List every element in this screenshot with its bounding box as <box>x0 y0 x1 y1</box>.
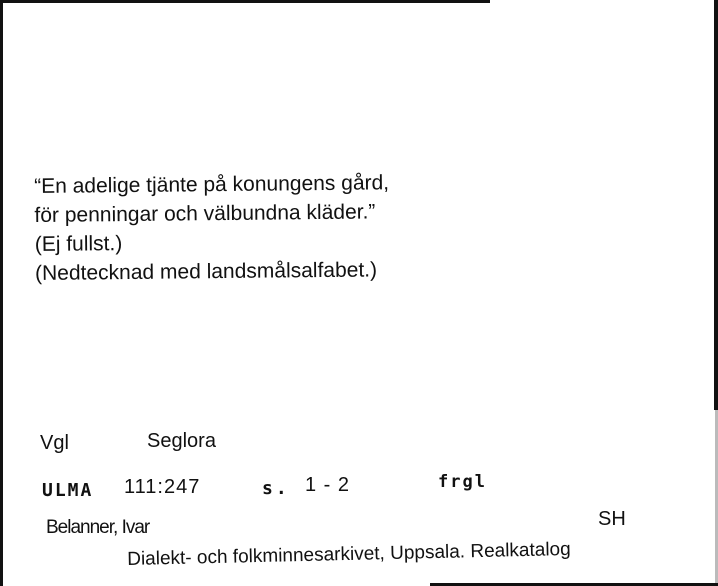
archive-code: ULMA <box>42 480 94 501</box>
region-label: Vgl <box>40 432 69 454</box>
text-line-4: (Nedtecknad med landsmålsalfabet.) <box>34 258 378 285</box>
card-main-text <box>34 168 390 288</box>
text-line-1: “En adelige tjänte på konungens gård, <box>34 171 390 198</box>
informant-name: Belanner, Ivar <box>46 517 150 538</box>
genre-code: frgl <box>438 472 487 492</box>
record-number: 111:247 <box>124 476 201 498</box>
scan-edge-top <box>0 0 490 3</box>
pages-value: 1 - 2 <box>305 474 351 496</box>
parish-label: Seglora <box>147 430 216 452</box>
scan-edge-left <box>0 0 3 586</box>
text-line-2: för penningar och välbundna kläder.” <box>34 200 376 227</box>
collector-initials: SH <box>598 508 626 530</box>
text-line-3: (Ej fullst.) <box>34 232 123 256</box>
archive-footer: Dialekt- och folkminnesarkivet, Uppsala. Realkatalog <box>127 538 571 570</box>
scan-edge-right <box>714 0 718 410</box>
pages-prefix: s. <box>262 478 290 499</box>
